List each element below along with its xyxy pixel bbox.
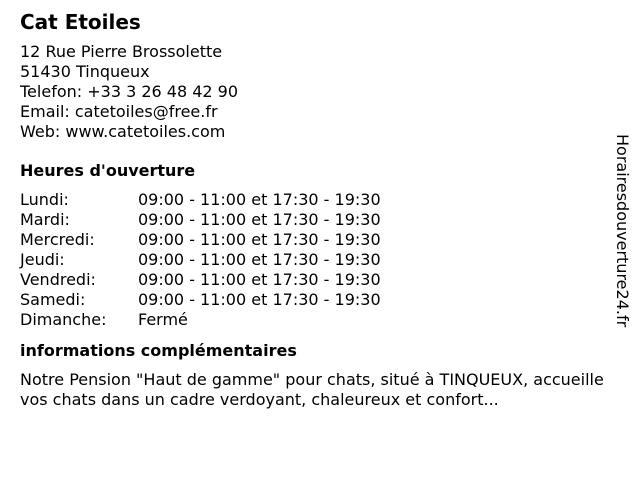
hours-row-wednesday [20,230,610,250]
hours-day: Lundi: [20,190,69,209]
side-brand-watermark[interactable]: Horairesdouverture24.fr [613,134,632,328]
hours-row-tuesday [20,210,610,230]
info-description: Notre Pension "Haut de gamme" pour chats, situé à TINQUEUX, accueille vos chats dans un cadre verdoyant, chaleureux et confort... [20,370,604,409]
info-heading: informations complémentaires [20,341,297,360]
email-address[interactable]: Email: catetoiles@free.fr [20,102,218,121]
hours-time: 09:00 - 11:00 et 17:30 - 19:30 [138,230,381,249]
business-name: Cat Etoiles [20,10,141,34]
hours-row-saturday [20,290,610,310]
hours-time: 09:00 - 11:00 et 17:30 - 19:30 [138,270,381,289]
hours-day: Samedi: [20,290,86,309]
hours-day: Mercredi: [20,230,95,249]
hours-time: 09:00 - 11:00 et 17:30 - 19:30 [138,210,381,229]
hours-day: Vendredi: [20,270,96,289]
hours-time: 09:00 - 11:00 et 17:30 - 19:30 [138,250,381,269]
hours-day: Mardi: [20,210,70,229]
address-street: 12 Rue Pierre Brossolette [20,42,223,61]
hours-time: 09:00 - 11:00 et 17:30 - 19:30 [138,290,381,309]
address-block [20,42,610,142]
hours-row-friday [20,270,610,290]
hours-row-sunday [20,310,610,330]
hours-day: Jeudi: [20,250,65,269]
website-link[interactable]: Web: www.catetoiles.com [20,122,226,141]
hours-heading: Heures d'ouverture [20,161,196,180]
hours-row-thursday [20,250,610,270]
hours-time: 09:00 - 11:00 et 17:30 - 19:30 [138,190,381,209]
business-card [20,10,610,410]
address-city: 51430 Tinqueux [20,62,150,81]
phone-number[interactable]: Telefon: +33 3 26 48 42 90 [20,82,239,101]
hours-day: Dimanche: [20,310,107,329]
hours-table [20,190,610,330]
hours-time: Fermé [138,310,188,329]
hours-row-monday [20,190,610,210]
